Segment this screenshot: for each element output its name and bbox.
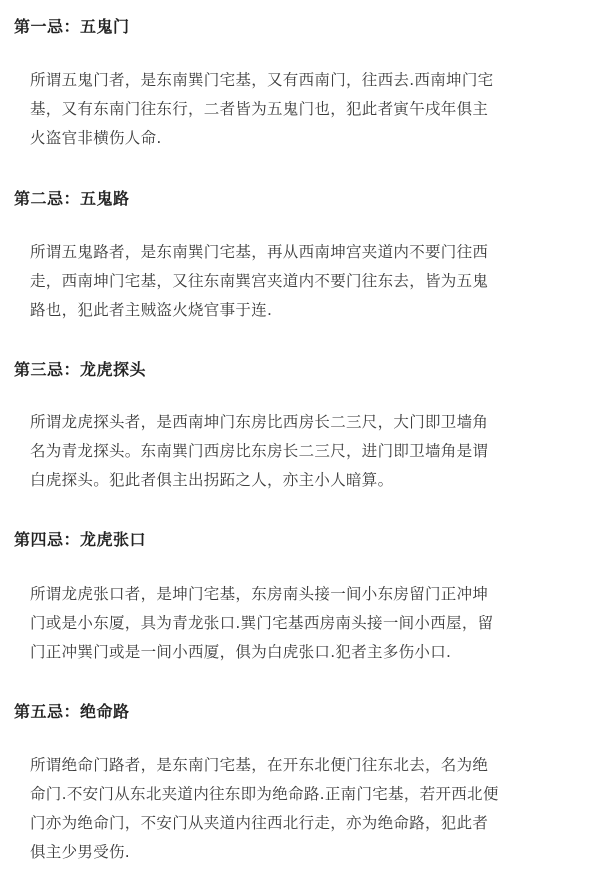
section-heading: 第五忌：绝命路 bbox=[14, 702, 130, 721]
section-heading: 第一忌：五鬼门 bbox=[14, 17, 130, 36]
paragraph-line: 所谓绝命门路者，是东南门宅基，在开东北便门往东北去，名为绝 bbox=[30, 756, 489, 774]
paragraph-line: 门或是小东厦，具为青龙张口.巽门宅基西房南头接一间小西屋，留 bbox=[30, 614, 494, 632]
section-paragraph bbox=[30, 751, 586, 867]
section-paragraph bbox=[30, 66, 586, 153]
paragraph-line: 走，西南坤门宅基，又往东南巽宫夹道内不要门往东去，皆为五鬼 bbox=[30, 272, 489, 290]
paragraph-line: 火盗官非横伤人命. bbox=[30, 129, 162, 147]
paragraph-line: 所谓五鬼门者，是东南巽门宅基，又有西南门，往西去.西南坤门宅 bbox=[30, 71, 494, 89]
paragraph-line: 白虎探头。犯此者俱主出拐跖之人，亦主小人暗算。 bbox=[30, 471, 394, 489]
paragraph-line: 名为青龙探头。东南巽门西房比东房长二三尺，进门即卫墙角是谓 bbox=[30, 442, 489, 460]
section-heading: 第二忌：五鬼路 bbox=[14, 189, 130, 208]
paragraph-line: 门正冲巽门或是一间小西厦，俱为白虎张口.犯者主多伤小口. bbox=[30, 643, 452, 661]
section-paragraph bbox=[30, 238, 586, 325]
paragraph-line: 门亦为绝命门，不安门从夹道内往西北行走，亦为绝命路，犯此者 bbox=[30, 814, 489, 832]
section-paragraph bbox=[30, 580, 586, 667]
section-paragraph bbox=[30, 408, 586, 495]
paragraph-line: 所谓龙虎探头者，是西南坤门东房比西房长二三尺，大门即卫墙角 bbox=[30, 413, 489, 431]
paragraph-line: 俱主少男受伤. bbox=[30, 843, 131, 861]
paragraph-line: 所谓五鬼路者，是东南巽门宅基，再从西南坤宫夹道内不要门往西 bbox=[30, 243, 489, 261]
paragraph-line: 命门.不安门从东北夹道内往东即为绝命路.正南门宅基，若开西北便 bbox=[30, 785, 499, 803]
section-heading: 第三忌：龙虎探头 bbox=[14, 360, 147, 379]
paragraph-line: 基，又有东南门往东行，二者皆为五鬼门也，犯此者寅午戌年俱主 bbox=[30, 100, 489, 118]
paragraph-line: 所谓龙虎张口者，是坤门宅基，东房南头接一间小东房留门正冲坤 bbox=[30, 585, 489, 603]
paragraph-line: 路也，犯此者主贼盗火烧官事于连. bbox=[30, 301, 273, 319]
section-heading: 第四忌：龙虎张口 bbox=[14, 530, 147, 549]
